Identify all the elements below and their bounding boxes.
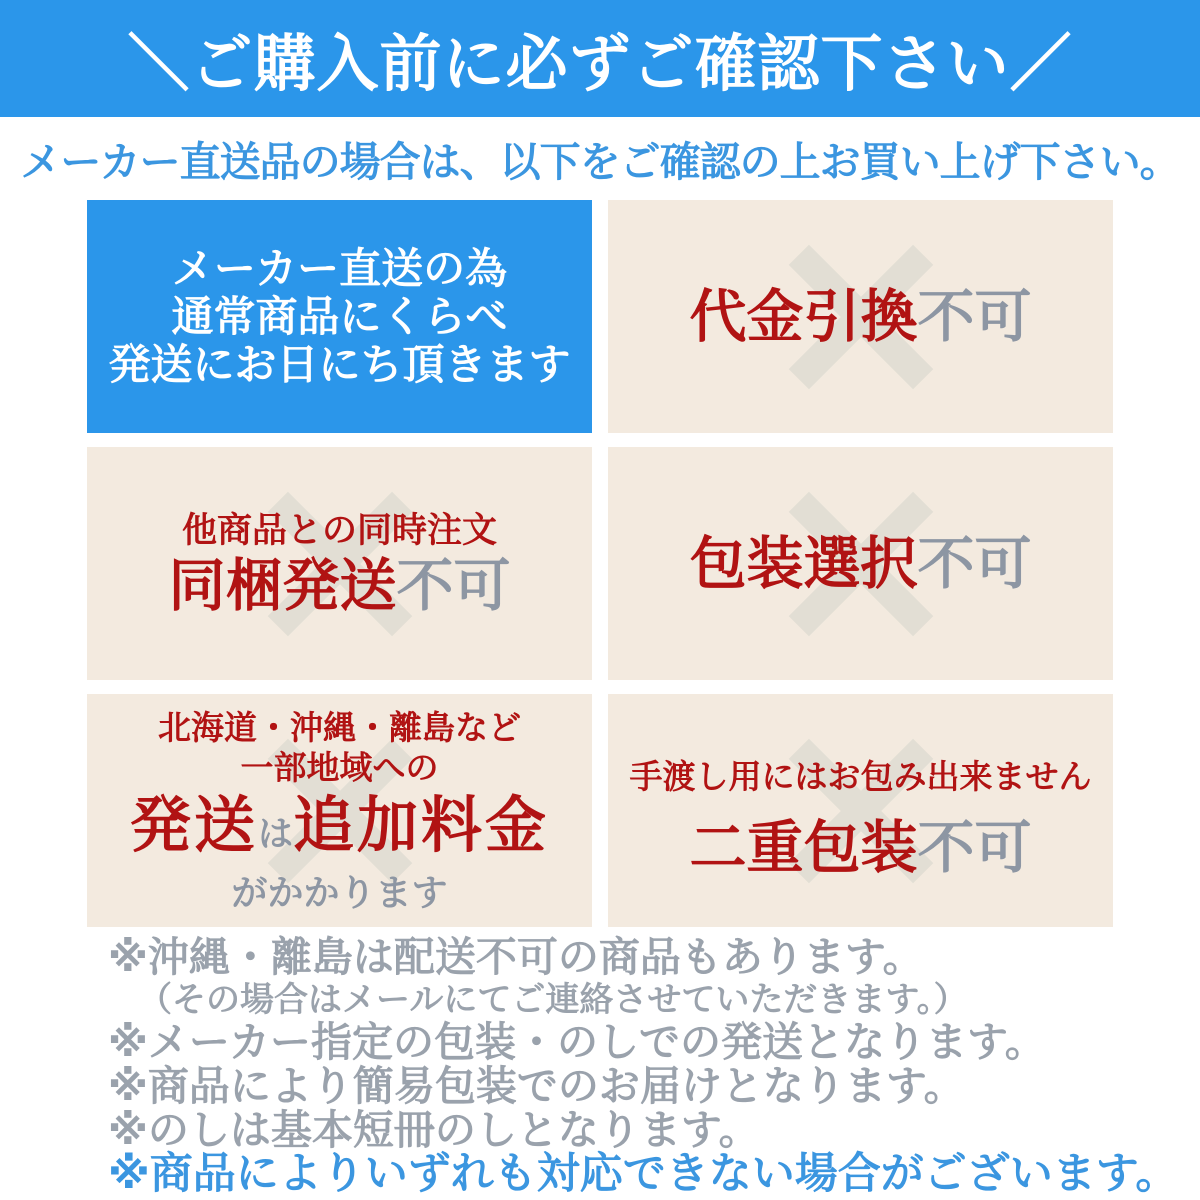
wrap-select-label-red: 包装選択 [689,531,918,596]
notice-box-wrap-select [608,447,1113,680]
notice-box-double-wrap [608,694,1113,927]
direct-ship-line-2: 通常商品にくらべ [171,292,508,340]
subtitle-text: メーカー直送品の場合は、以下をご確認の上お買い上げ下さい。 [20,139,1180,185]
notice-box-direct-ship [87,200,592,433]
wrap-select-label [690,531,1032,597]
wrap-select-label-gray: 不可 [917,531,1032,596]
notice-grid [87,200,1113,927]
cod-label [690,284,1032,350]
bundle-label-red: 同梱発送 [168,553,397,618]
note-maker-wrapping: ※メーカー指定の包装・のしでの発送となります。 [108,1019,1046,1065]
note-not-supported: ※商品によりいずれも対応できない場合がございます。 [108,1150,1179,1198]
subtitle-row [0,117,1200,200]
remote-fee-tail: がかかります [231,871,448,913]
page-title: ＼ご購入前に必ずご確認下さい／ [127,30,1073,99]
notice-box-remote-fee [87,694,592,927]
bundle-label-gray: 不可 [396,553,511,618]
remote-fee-big-1: 発送 [129,790,258,859]
header-banner [0,0,1200,117]
cod-label-red: 代金引換 [689,284,918,349]
note-okinawa-detail: （その場合はメールにてご連絡させていただきます。） [138,981,968,1019]
double-wrap-label-red: 二重包装 [689,815,918,880]
note-okinawa: ※沖縄・離島は配送不可の商品もあります。 [108,934,924,980]
cod-label-gray: 不可 [917,284,1032,349]
double-wrap-label-gray: 不可 [917,815,1032,880]
direct-ship-line-1: メーカー直送の為 [171,244,508,292]
footer-notes [108,935,1200,1197]
remote-fee-note-2: 一部地域への [240,748,439,786]
bundle-note: 他商品との同時注文 [181,510,497,550]
note-noshi: ※のしは基本短冊のしとなります。 [108,1107,760,1153]
direct-ship-line-3: 発送にお日にち頂きます [108,340,571,388]
double-wrap-note: 手渡し用にはお包み出来ません [629,757,1092,795]
remote-fee-note-1: 北海道・沖縄・離島など [157,708,521,746]
remote-fee-main [130,788,549,872]
notice-box-bundle [87,447,592,680]
notice-box-cod [608,200,1113,433]
bundle-label [169,553,511,619]
remote-fee-big-2: 追加料金 [293,790,550,859]
double-wrap-label [630,815,1092,881]
note-simple-wrapping: ※商品により簡易包装でのお届けとなります。 [108,1063,965,1109]
remote-fee-particle: は [257,814,293,854]
